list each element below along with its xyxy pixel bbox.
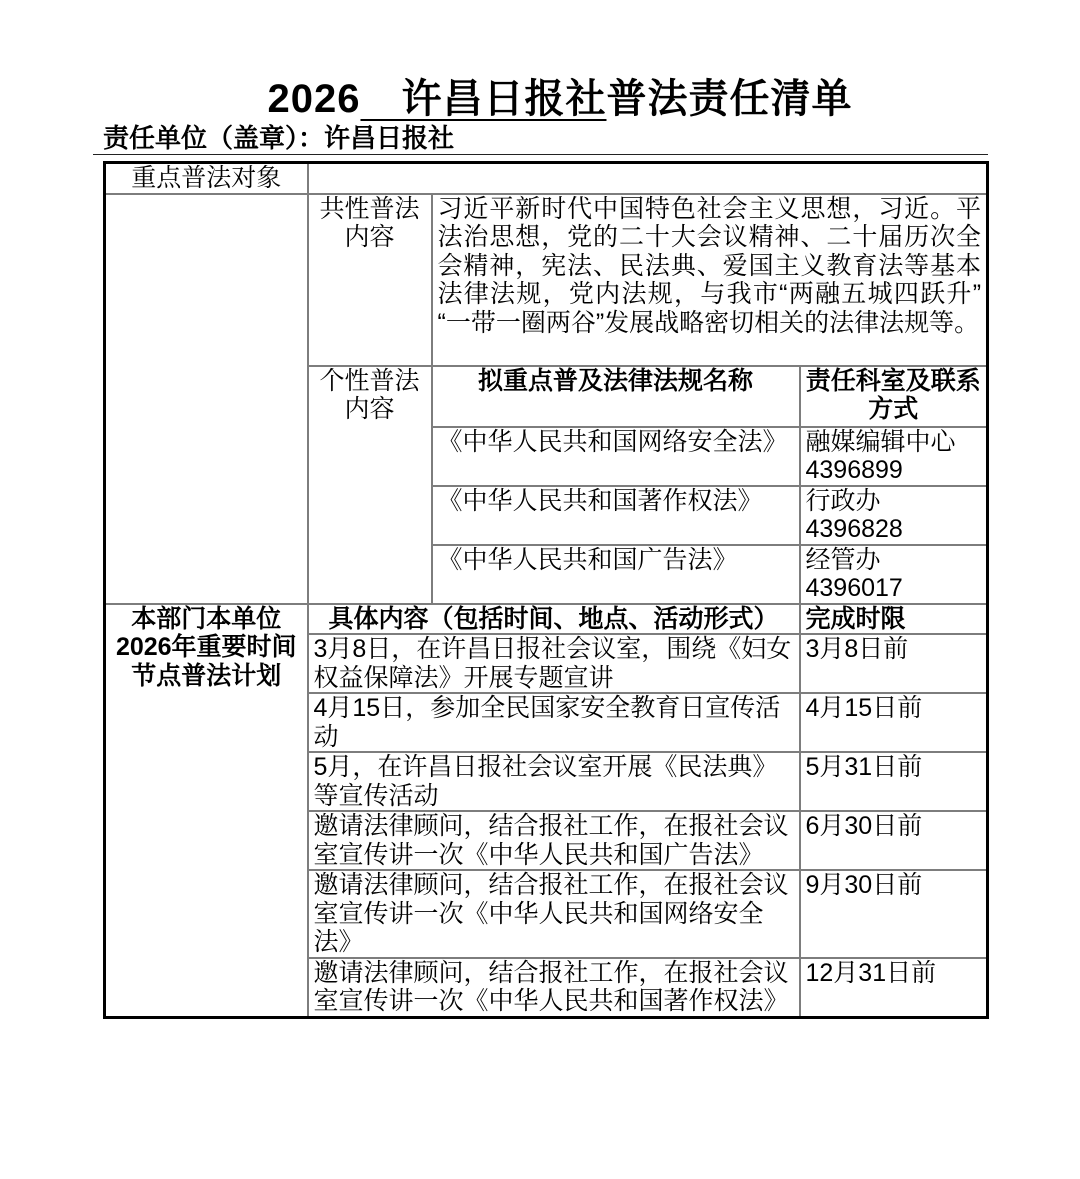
plan-content-column-header: 具体内容（包括时间、地点、活动形式）: [308, 604, 800, 635]
plan-deadline: 6月30日前: [800, 811, 988, 870]
dept-name: 融媒编辑中心: [805, 427, 956, 456]
page-title: [0, 74, 1080, 124]
plan-deadline: 5月31日前: [800, 752, 988, 811]
title-year: 2026: [267, 77, 361, 121]
plan-activity: 邀请法律顾问，结合报社工作，在报社会议室宣传讲一次《中华人民共和国著作权法》: [308, 958, 800, 1018]
law-name: 《中华人民共和国网络安全法》: [432, 427, 800, 486]
focus-targets-label: 重点普法对象: [105, 163, 308, 194]
focus-targets-value: [308, 163, 988, 194]
dept-phone: 4396017: [805, 574, 903, 602]
plan-deadline: 4月15日前: [800, 693, 988, 752]
dept-phone: 4396828: [805, 515, 903, 543]
plan-label: 本部门本单位2026年重要时间节点普法计划: [115, 604, 297, 690]
title-unit-underlined: 许昌日报社: [360, 77, 607, 121]
plan-deadline: 9月30日前: [800, 870, 988, 958]
title-rest: 普法责任清单: [606, 77, 853, 121]
table-row-common-content: [105, 194, 988, 366]
plan-activity: 4月15日，参加全民国家安全教育日宣传活动: [308, 693, 800, 752]
individual-content-label: 个性普法内容: [308, 366, 432, 604]
dept-contact-cell: [800, 427, 988, 486]
common-content-label: 共性普法内容: [308, 194, 432, 366]
dept-contact-cell: [800, 486, 988, 545]
law-column-header: 拟重点普及法律法规名称: [432, 366, 800, 427]
dept-contact-cell: [800, 545, 988, 604]
plan-activity: 邀请法律顾问，结合报社工作，在报社会议室宣传讲一次《中华人民共和国网络安全法》: [308, 870, 800, 958]
dept-phone: 4396899: [805, 456, 903, 484]
table-row-focus-targets: [105, 163, 988, 194]
dept-column-header: 责任科室及联系方式: [800, 366, 988, 427]
plan-activity: 5月，在许昌日报社会议室开展《民法典》等宣传活动: [308, 752, 800, 811]
dept-name: 行政办: [805, 486, 881, 515]
legal-duty-table: [103, 161, 989, 1019]
focus-content-label-cell: [105, 194, 308, 604]
plan-deadline-column-header: 完成时限: [800, 604, 988, 635]
plan-deadline: 12月31日前: [800, 958, 988, 1018]
plan-activity: 3月8日，在许昌日报社会议室，围绕《妇女权益保障法》开展专题宣讲: [308, 634, 800, 693]
law-name: 《中华人民共和国广告法》: [432, 545, 800, 604]
table-row-plan-header: [105, 604, 988, 635]
law-name: 《中华人民共和国著作权法》: [432, 486, 800, 545]
dept-name: 经管办: [805, 545, 881, 574]
plan-label-cell: [105, 604, 308, 1018]
responsible-unit-line: 责任单位（盖章）：许昌日报社: [93, 125, 988, 155]
common-content-text: 习近平新时代中国特色社会主义思想，习近。平法治思想，党的二十大会议精神、二十届历次全会精神，宪法、民法典、爱国主义教育法等基本法律法规，党内法规，与我市“两融五城四跃升”“一带一圈两谷”发展战略密切相关的法律法规等。: [432, 194, 988, 366]
plan-activity: 邀请法律顾问，结合报社工作，在报社会议室宣传讲一次《中华人民共和国广告法》: [308, 811, 800, 870]
plan-deadline: 3月8日前: [800, 634, 988, 693]
